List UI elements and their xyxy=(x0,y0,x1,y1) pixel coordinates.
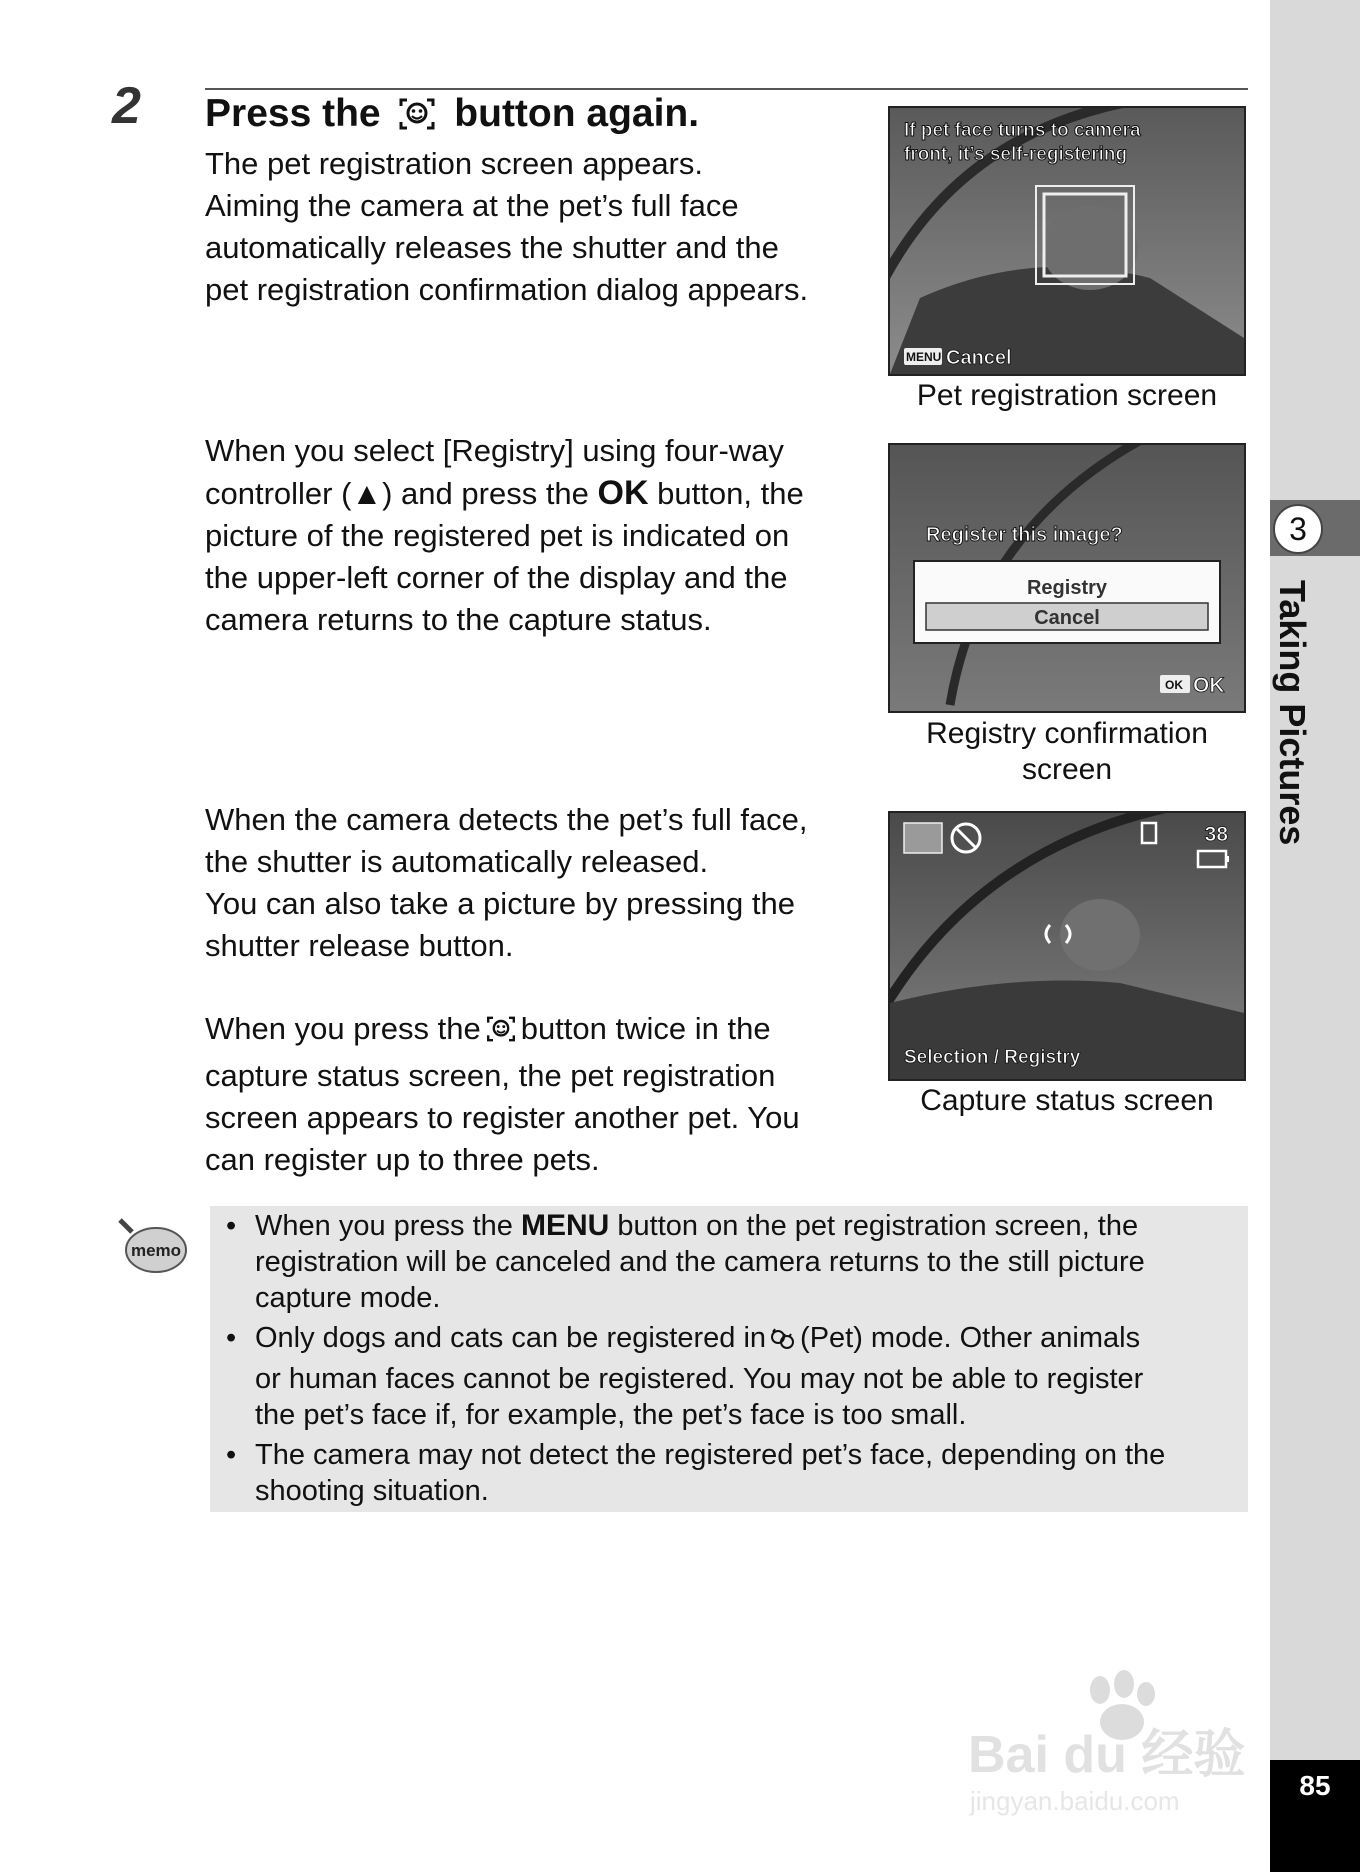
text-fragment: controller ( xyxy=(205,476,352,511)
text-line xyxy=(255,1208,1236,1244)
page-number: 85 xyxy=(1299,1770,1331,1801)
text-line: or human faces cannot be registered. You may not be able to register xyxy=(255,1363,1144,1395)
bullet-dot: • xyxy=(226,1439,237,1471)
capture-status-screen xyxy=(888,811,1246,1081)
paragraph-registration xyxy=(205,143,865,311)
baidu-watermark xyxy=(960,1660,1280,1820)
bullet-dot: • xyxy=(226,1210,237,1242)
text-line: shooting situation. xyxy=(255,1475,489,1507)
caption-line: screen xyxy=(1021,753,1113,786)
text-line: can register up to three pets. xyxy=(205,1142,600,1177)
text-line: The camera may not detect the registered pet’s face, depending on the xyxy=(255,1439,1166,1471)
text-line: picture of the registered pet is indicated on xyxy=(205,518,790,553)
text-line: the upper-left corner of the display and the xyxy=(205,560,788,595)
text-fragment: When you press the xyxy=(205,1011,481,1046)
screen-message-line: If pet face turns to camera xyxy=(904,120,1141,141)
screen-cancel-label: Cancel xyxy=(946,347,1012,369)
text-fragment: Only dogs and cats can be registered in xyxy=(255,1322,767,1354)
memo-bullets xyxy=(226,1208,1236,1513)
ok-action-label: OK xyxy=(1193,674,1225,697)
text-line: When you select [Registry] using four-way xyxy=(205,433,784,468)
remaining-shots: 38 xyxy=(1204,823,1228,846)
step-heading xyxy=(205,92,699,142)
text-line: capture mode. xyxy=(255,1282,441,1314)
text-fragment: (Pet) mode. Other animals xyxy=(800,1322,1141,1354)
text-line: pet registration confirmation dialog appears. xyxy=(205,272,809,307)
registry-confirmation-screen xyxy=(888,443,1246,713)
pet-mode-icon xyxy=(770,1325,796,1361)
menu-key-label: MENU xyxy=(906,350,942,364)
text-line: camera returns to the capture status. xyxy=(205,602,712,637)
memo-label: memo xyxy=(130,1241,182,1260)
ok-button-glyph: OK xyxy=(597,474,649,512)
bullet-dot: • xyxy=(226,1322,237,1354)
text-line: Aiming the camera at the pet’s full face xyxy=(205,188,739,223)
text-line: the shutter is automatically released. xyxy=(205,844,709,879)
chapter-number: 3 xyxy=(1273,504,1323,554)
text-line: shutter release button. xyxy=(205,928,514,963)
memo-bullet xyxy=(226,1437,1236,1509)
chapter-sidebar xyxy=(1270,0,1360,1872)
menu-button-glyph: MENU xyxy=(520,1209,610,1242)
text-fragment: ) and press the xyxy=(382,476,589,511)
memo-icon xyxy=(118,1218,188,1278)
text-line: automatically releases the shutter and the xyxy=(205,230,779,265)
heading-post: button again. xyxy=(454,92,700,135)
heading-rule xyxy=(205,88,1248,90)
heading-pre: Press the xyxy=(205,92,381,135)
text-line: registration will be canceled and the camera returns to the still picture xyxy=(255,1246,1145,1278)
registry-option[interactable]: Registry xyxy=(1026,577,1108,599)
caption-line: Registry confirmation xyxy=(926,717,1208,750)
text-line: The pet registration screen appears. xyxy=(205,146,703,181)
chapter-title: Taking Pictures xyxy=(1272,580,1313,846)
caption-capture-status: Capture status screen xyxy=(920,1084,1214,1117)
caption-pet-registration: Pet registration screen xyxy=(916,379,1218,412)
text-fragment: button twice in the xyxy=(520,1011,771,1046)
screen-message-line: front, it’s self-registering xyxy=(904,144,1128,165)
ok-key-label: OK xyxy=(1165,678,1183,692)
selection-registry-label: Selection / Registry xyxy=(904,1047,1081,1068)
text-fragment: When you press the xyxy=(255,1210,513,1242)
paragraph-detection xyxy=(205,799,865,967)
paragraph-registry xyxy=(205,430,865,641)
watermark-url: jingyan.baidu.com xyxy=(970,1786,1180,1816)
chapter-title-container xyxy=(1273,580,1313,900)
text-fragment: button on the pet registration screen, the xyxy=(617,1210,1139,1242)
memo-bullet xyxy=(226,1320,1236,1433)
text-fragment: button, the xyxy=(657,476,804,511)
registry-prompt: Register this image? xyxy=(926,524,1123,546)
text-line xyxy=(205,472,865,515)
text-line xyxy=(205,1008,865,1055)
caption-registry-confirmation xyxy=(872,716,1262,788)
text-line: capture status screen, the pet registration xyxy=(205,1058,776,1093)
memo-bullet xyxy=(226,1208,1236,1316)
text-line: the pet’s face if, for example, the pet’s face is too small. xyxy=(255,1399,967,1431)
paragraph-another-pet xyxy=(205,1008,865,1181)
text-line xyxy=(255,1320,1236,1361)
watermark-brand: Bai du 经验 xyxy=(968,1726,1246,1784)
cancel-option[interactable]: Cancel xyxy=(1034,607,1100,629)
up-arrow-icon: ▲ xyxy=(351,476,383,511)
pet-registration-screen xyxy=(888,106,1246,376)
registered-pet-thumbnail xyxy=(904,823,942,853)
text-line: screen appears to register another pet. You xyxy=(205,1100,800,1135)
step-number: 2 xyxy=(112,77,141,135)
text-line: When the camera detects the pet’s full face, xyxy=(205,802,808,837)
pet-face-button-icon xyxy=(485,1013,517,1055)
pet-face-button-icon xyxy=(397,96,437,142)
text-line: You can also take a picture by pressing the xyxy=(205,886,795,921)
